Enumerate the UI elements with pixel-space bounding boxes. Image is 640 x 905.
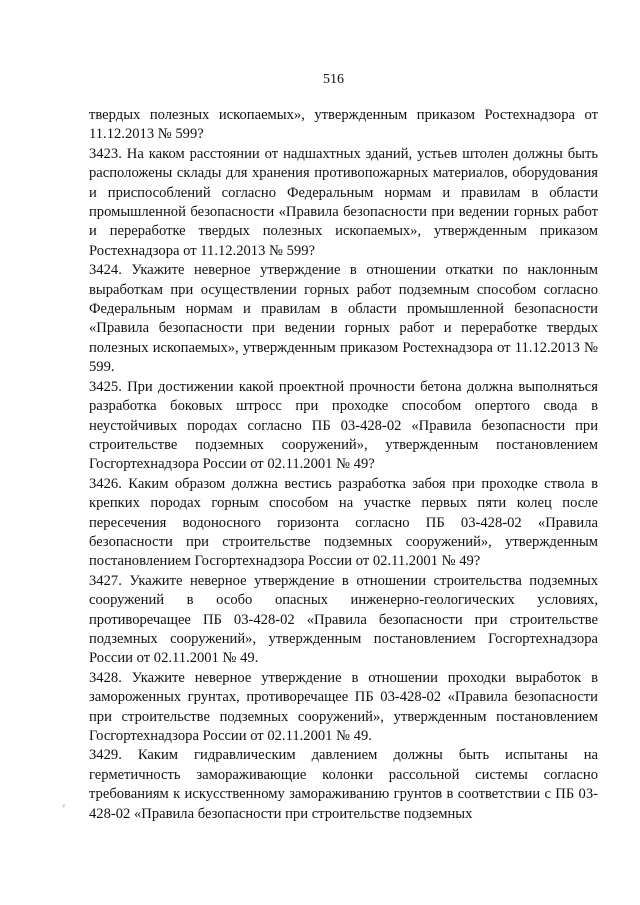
scan-mark-icon: ⸗ — [60, 799, 67, 811]
page-number: 516 — [323, 72, 344, 87]
question-paragraph: 3424. Укажите неверное утверждение в отношении откатки по наклонным выработкам при осуществлении горных работ подземным способом согласно Федеральным нормам и правилам в области промышленной безопасности «Правила безопасности при ведении горных работ и переработке твердых полезных ископаемых», утвержденным приказом Ростехнадзора от 11.12.2013 № 599. — [89, 262, 598, 376]
question-paragraph: 3428. Укажите неверное утверждение в отношении проходки выработок в замороженных грунтах, противоречащее ПБ 03-428-02 «Правила безопасности при строительстве подземных сооружений», утвержденным постановлением Госгортехнадзора России от 02.11.2001 № 49. — [89, 669, 598, 744]
question-paragraph: 3426. Каким образом должна вестись разработка забоя при проходке ствола в крепких породах горным способом на участке первых пяти колец после пересечения водоносного горизонта согласно ПБ 03-428-02 «Правила безопасности при строительстве подземных сооружений», утвержденным постановлением Госгортехнадзора России от 02.11.2001 № 49? — [89, 475, 598, 570]
question-paragraph: 3423. На каком расстоянии от надшахтных зданий, устьев штолен должны быть расположены склады для хранения противопожарных материалов, оборудования и приспособлений согласно Федеральным нормам и правилам в области промышленной безопасности «Правила безопасности при ведении горных работ и переработке твердых полезных ископаемых», утвержденным приказом Ростехнадзора от 11.12.2013 № 599? — [89, 145, 598, 259]
question-paragraph: 3427. Укажите неверное утверждение в отношении строительства подземных сооружений в особо опасных инженерно-геологических условиях, противоречащее ПБ 03-428-02 «Правила безопасности при строительстве подземных сооружений», утвержденным постановлением Госгортехнадзора России от 02.11.2001 № 49. — [89, 572, 598, 667]
question-paragraph: 3429. Каким гидравлическим давлением должны быть испытаны на герметичность замораживающие колонки рассольной системы согласно требованиям к искусственному замораживанию грунтов в соответствии с ПБ 03-428-02 «Правила безопасности при строительстве подземных — [89, 747, 598, 822]
question-paragraph: 3425. При достижении какой проектной прочности бетона должна выполняться разработка боковых штросс при проходке способом опертого свода в неустойчивых породах согласно ПБ 03-428-02 «Правила безопасности при строительстве подземных сооружений», утвержденным постановлением Госгортехнадзора России от 02.11.2001 № 49? — [89, 378, 598, 473]
question-paragraph: твердых полезных ископаемых», утвержденным приказом Ростехнадзора от 11.12.2013 № 599? — [89, 107, 598, 143]
